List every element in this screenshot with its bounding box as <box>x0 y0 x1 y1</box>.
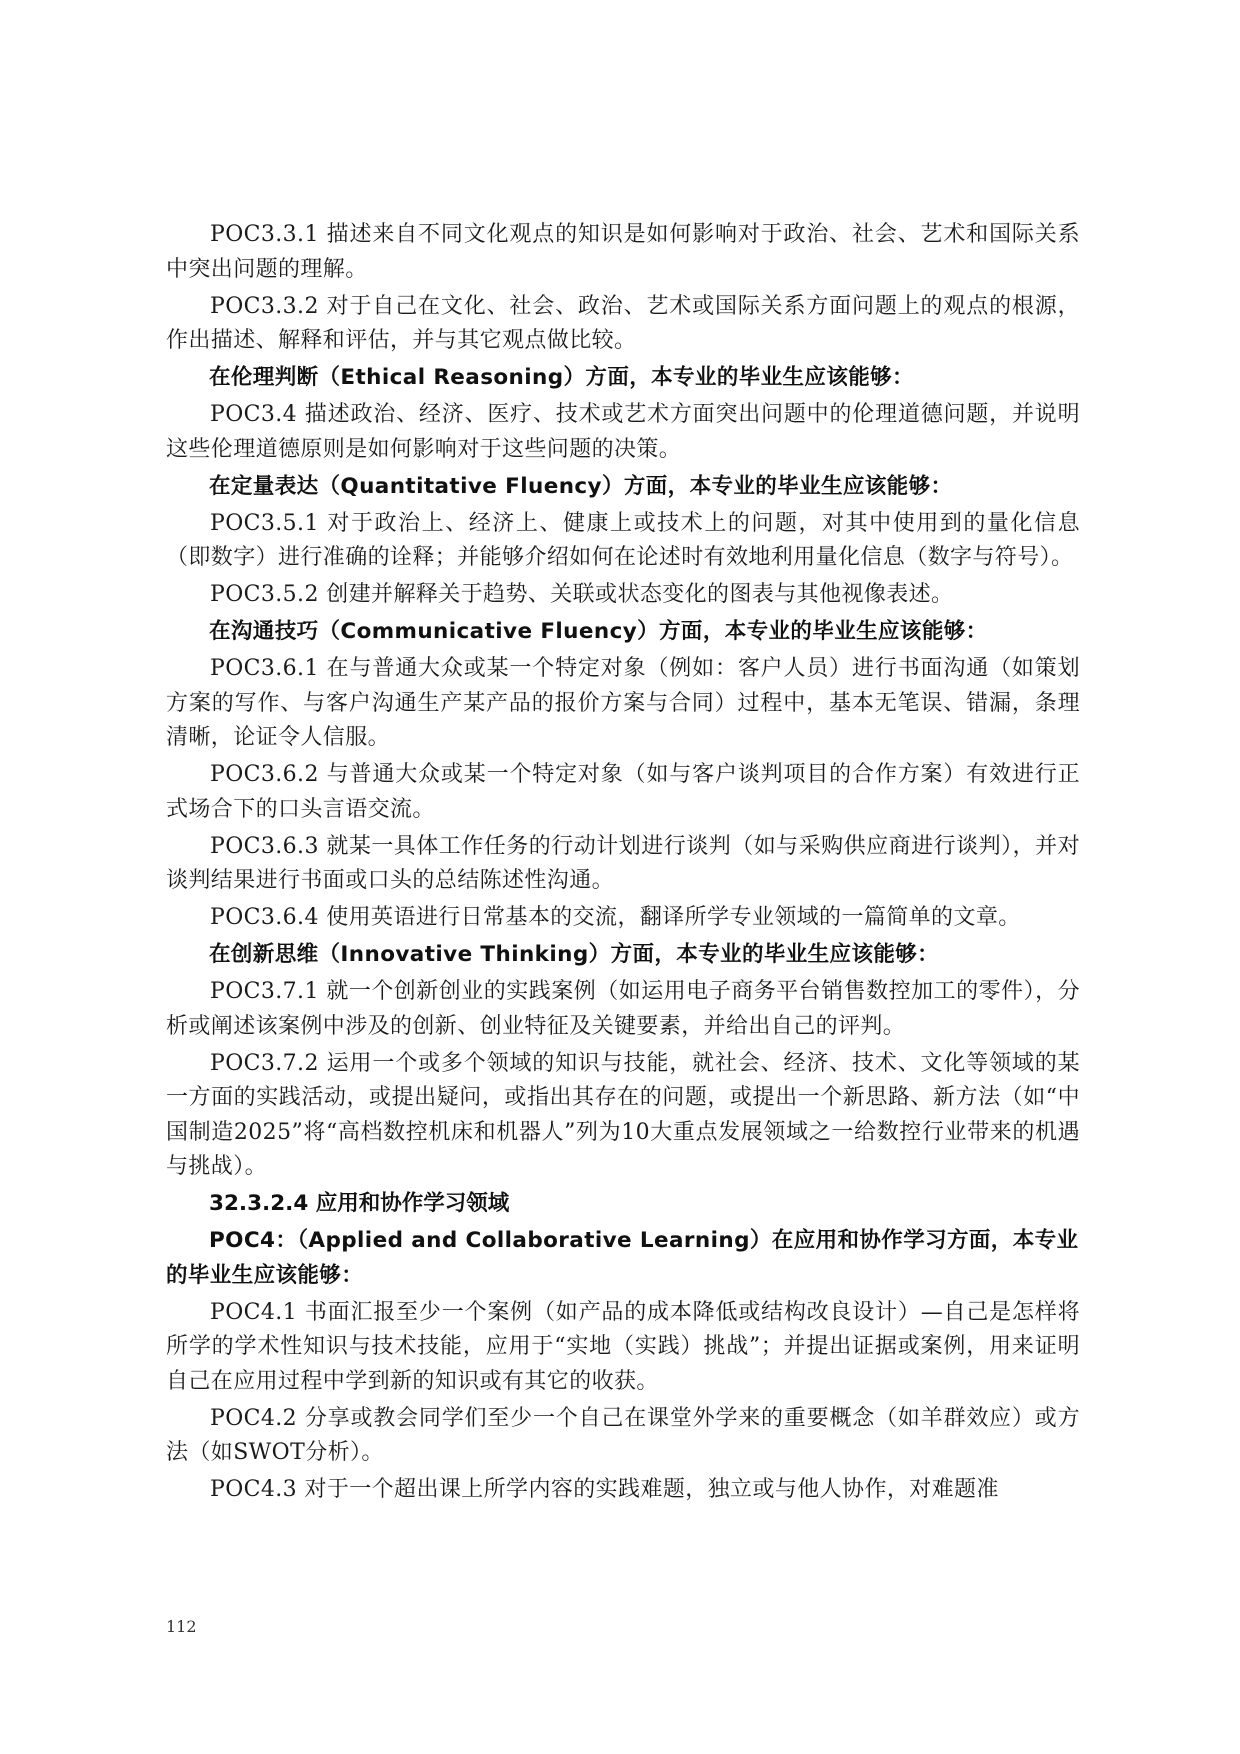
paragraph-poc3-3-2: POC3.3.2 对于自己在文化、社会、政治、艺术或国际关系方面问题上的观点的根源，作出描述、解释和评估，并与其它观点做比较。 <box>166 293 1080 353</box>
heading-communicative-fluency: 在沟通技巧（Communicative Fluency）方面，本专业的毕业生应该能够： <box>209 619 988 644</box>
paragraph-poc3-6-1: POC3.6.1 在与普通大众或某一个特定对象（例如：客户人员）进行书面沟通（如策划方案的写作、与客户沟通生产某产品的报价方案与合同）过程中，基本无笔误、错漏，条理清晰，论证令人信服。 <box>166 656 1080 750</box>
heading-ethical-reasoning: 在伦理判断（Ethical Reasoning）方面，本专业的毕业生应该能够： <box>209 365 914 390</box>
paragraph-poc3-7-1: POC3.7.1 就一个创新创业的实践案例（如运用电子商务平台销售数控加工的零件），分析或阐述该案例中涉及的创新、创业特征及关键要素，并给出自己的评判。 <box>166 979 1080 1039</box>
paragraph-poc3-5-2: POC3.5.2 创建并解释关于趋势、关联或状态变化的图表与其他视像表述。 <box>210 582 954 607</box>
paragraph-poc3-6-3: POC3.6.3 就某一具体工作任务的行动计划进行谈判（如与采购供应商进行谈判），并对谈判结果进行书面或口头的总结陈述性沟通。 <box>166 833 1080 893</box>
page-number: 112 <box>166 1617 197 1636</box>
heading-quantitative-fluency: 在定量表达（Quantitative Fluency）方面，本专业的毕业生应该能够： <box>209 473 953 499</box>
paragraph-poc4-1: POC4.1 书面汇报至少一个案例（如产品的成本降低或结构改良设计）—自己是怎样将所学的学术性知识与技术技能，应用于“实地（实践）挑战”；并提出证据或案例，用来证明自己在应用过程中学到新的知识或有其它的收获。 <box>166 1299 1080 1394</box>
paragraph-poc3-5-1: POC3.5.1 对于政治上、经济上、健康上或技术上的问题，对其中使用到的量化信息（即数字）进行准确的诠释；并能够介绍如何在论述时有效地利用量化信息（数字与符号）。 <box>166 510 1080 570</box>
paragraph-poc3-6-4: POC3.6.4 使用英语进行日常基本的交流，翻译所学专业领域的一篇简单的文章。 <box>210 905 1021 930</box>
section-heading-3-2-4: 32.3.2.4 应用和协作学习领域 <box>209 1191 510 1216</box>
paragraph-poc3-7-2: POC3.7.2 运用一个或多个领域的知识与技能，就社会、经济、技术、文化等领域的某一方面的实践活动，或提出疑问，或指出其存在的问题，或提出一个新思路、新方法（如“中国制造2025”将“高档数控机床和机器人”列为10大重点发展领域之一给数控行业带来的机遇与挑战）。 <box>166 1050 1080 1179</box>
paragraph-poc3-3-1: POC3.3.1 描述来自不同文化观点的知识是如何影响对于政治、社会、艺术和国际关系中突出问题的理解。 <box>166 222 1080 282</box>
paragraph-poc3-4: POC3.4 描述政治、经济、医疗、技术或艺术方面突出问题中的伦理道德问题，并说明这些伦理道德原则是如何影响对于这些问题的决策。 <box>166 402 1080 462</box>
heading-poc4-applied-collaborative: POC4：（Applied and Collaborative Learning）在应用和协作学习方面，本专业的毕业生应该能够： <box>166 1228 1079 1288</box>
document-body <box>166 218 1080 1510</box>
paragraph-poc4-3: POC4.3 对于一个超出课上所学内容的实践难题，独立或与他人协作，对难题准 <box>210 1477 999 1502</box>
paragraph-poc3-6-2: POC3.6.2 与普通大众或某一个特定对象（如与客户谈判项目的合作方案）有效进行正式场合下的口头言语交流。 <box>166 762 1080 822</box>
paragraph-poc4-2: POC4.2 分享或教会同学们至少一个自己在课堂外学来的重要概念（如羊群效应）或方法（如SWOT分析）。 <box>166 1405 1080 1465</box>
heading-innovative-thinking: 在创新思维（Innovative Thinking）方面，本专业的毕业生应该能够： <box>209 942 940 967</box>
